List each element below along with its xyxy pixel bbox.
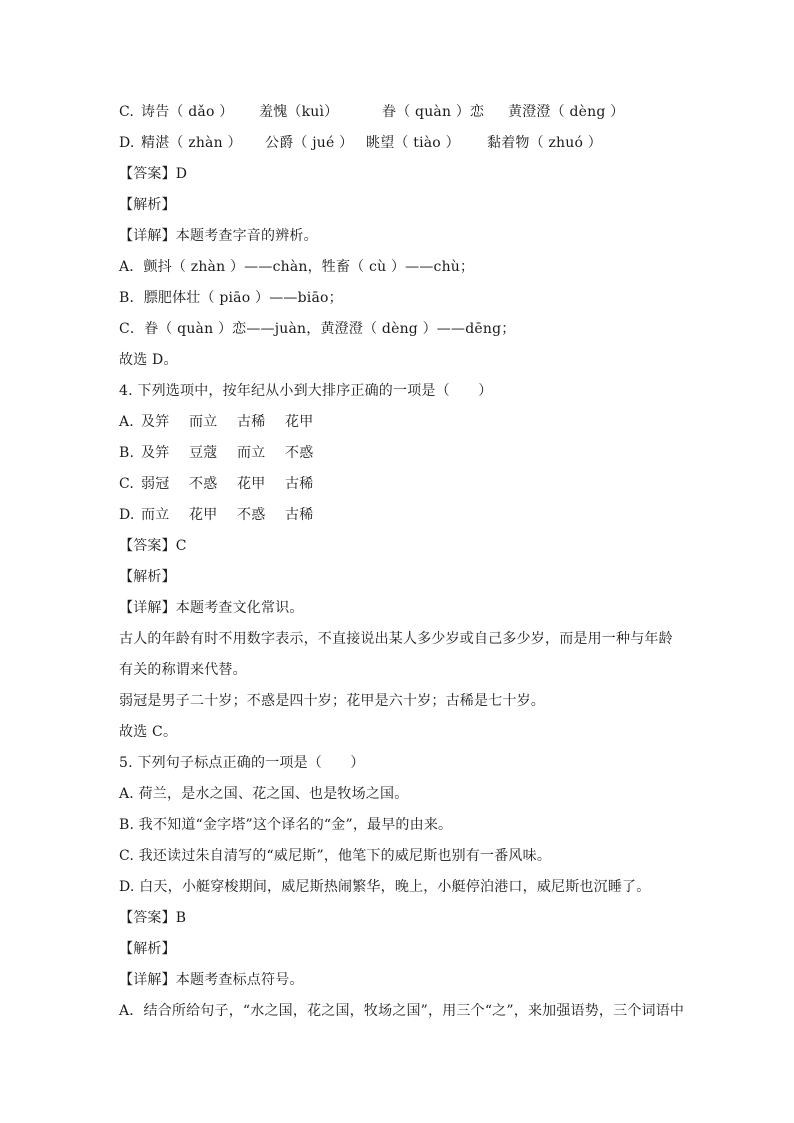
q4-conclusion: 故选 C。 <box>119 724 178 740</box>
option-item: 古稀 <box>285 476 314 492</box>
option-item: 精湛（ zhàn ） <box>141 135 242 151</box>
q5-option-b: B. 我不知道“金字塔”这个译名的“金”，最早的由来。 <box>119 817 453 833</box>
option-item: 花甲 <box>237 476 266 492</box>
q3-line-a: A．颤抖（ zhàn ）——chàn，牲畜（ cù ）——chù； <box>119 259 475 275</box>
q5-last-line: A．结合所给句子，“水之国，花之国，牧场之国”，用三个“之”，来加强语势，三个词语中 <box>119 1003 685 1019</box>
option-item: 豆蔻 <box>189 445 218 461</box>
q5-option-c: C. 我还读过朱自清写的“威尼斯”，他笔下的威尼斯也别有一番风味。 <box>119 848 552 864</box>
option-item: 弱冠 <box>141 476 170 492</box>
option-label: C. <box>119 104 135 120</box>
q3-line-b: B．膘肥体壮（ piāo ）——biāo； <box>119 290 343 306</box>
option-item: 黏着物（ zhuó ） <box>487 135 602 151</box>
option-item: 而立 <box>189 414 218 430</box>
q5-answer: 【答案】B <box>119 910 187 926</box>
q4-option-a <box>119 407 679 438</box>
option-label: C. <box>119 476 135 492</box>
q4-answer: 【答案】C <box>119 538 187 554</box>
q4-option-d <box>119 500 679 531</box>
q3-analysis-title: 【解析】 <box>119 197 176 213</box>
option-item: 花甲 <box>189 507 218 523</box>
option-item: 不惑 <box>237 507 266 523</box>
q3-detail: 【详解】本题考查字音的辨析。 <box>119 228 318 244</box>
q4-explain: 弱冠是男子二十岁；不惑是四十岁；花甲是六十岁；古稀是七十岁。 <box>119 693 545 709</box>
option-item: 诪告（ dǎo ） <box>141 104 234 120</box>
option-label: A. <box>119 414 134 430</box>
option-item: 黄澄澄（ dèng ） <box>508 104 625 120</box>
q5-detail: 【详解】本题考查标点符号。 <box>119 972 304 988</box>
document-page <box>119 97 685 1027</box>
option-item: 羞愧（kuì） <box>259 104 339 120</box>
q4-stem: 4. 下列选项中，按年纪从小到大排序正确的一项是（ ） <box>119 383 493 399</box>
option-label: D. <box>119 507 135 523</box>
q3-answer: 【答案】D <box>119 166 188 182</box>
option-item: 不惑 <box>189 476 218 492</box>
q3-option-c <box>119 97 679 128</box>
option-item: 及笄 <box>141 414 170 430</box>
option-item: 古稀 <box>237 414 266 430</box>
option-item: 古稀 <box>285 507 314 523</box>
q5-option-d: D. 白天，小艇穿梭期间，威尼斯热闹繁华，晚上，小艇停泊港口，威尼斯也沉睡了。 <box>119 879 651 895</box>
q4-analysis-title: 【解析】 <box>119 569 176 585</box>
q5-analysis-title: 【解析】 <box>119 941 176 957</box>
option-item: 眷（ quàn ）恋 <box>382 104 485 120</box>
option-item: 公爵（ jué ） <box>265 135 354 151</box>
option-label: B. <box>119 445 135 461</box>
q3-line-c: C．眷（ quàn ）恋——juàn，黄澄澄（ dèng ）——dēng； <box>119 321 516 337</box>
option-item: 眺望（ tiào ） <box>366 135 460 151</box>
option-item: 及笄 <box>141 445 170 461</box>
q4-option-b <box>119 438 679 469</box>
option-item: 而立 <box>237 445 266 461</box>
option-item: 不惑 <box>285 445 314 461</box>
option-label: D. <box>119 135 135 151</box>
q4-paragraph: 古人的年龄有时不用数字表示，不直接说出某人多少岁或自己多少岁，而是用一种与年龄有关的称谓来代替。 <box>119 631 673 678</box>
option-item: 而立 <box>141 507 170 523</box>
q5-stem: 5. 下列句子标点正确的一项是（ ） <box>119 755 365 771</box>
option-item: 花甲 <box>285 414 314 430</box>
q3-conclusion: 故选 D。 <box>119 352 178 368</box>
q3-option-d <box>119 128 679 159</box>
q4-detail: 【详解】本题考查文化常识。 <box>119 600 304 616</box>
q4-option-c <box>119 469 679 500</box>
q5-option-a: A. 荷兰，是水之国、花之国、也是牧场之国。 <box>119 786 409 802</box>
